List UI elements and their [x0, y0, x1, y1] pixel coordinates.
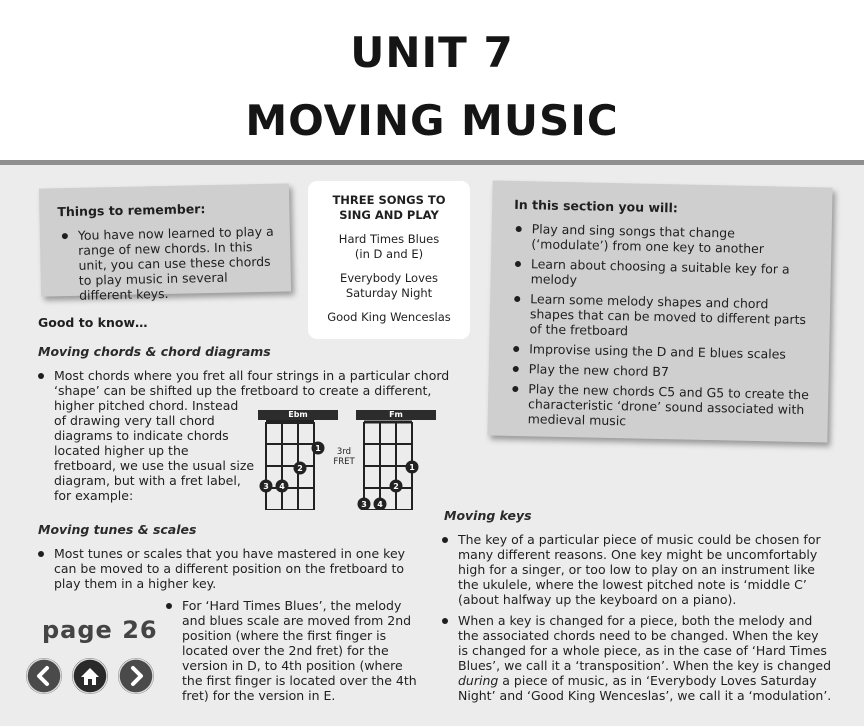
moving-keys-heading: Moving keys — [444, 508, 532, 523]
song-title: Everybody Loves — [340, 271, 438, 285]
list-item: Learn some melody shapes and chord shapes that can be moved to different parts of the fretboard — [511, 291, 812, 342]
svg-text:3: 3 — [263, 482, 269, 491]
list-item: Improvise using the D and E blues scales — [511, 341, 811, 362]
svg-text:3: 3 — [361, 500, 367, 509]
back-arrow-icon — [26, 658, 62, 694]
list-item: Play the new chords C5 and G5 to create the characteristic ‘drone’ sound associated with medieval music — [510, 381, 811, 432]
svg-text:4: 4 — [279, 482, 285, 491]
text-line: located higher up the — [54, 443, 189, 458]
text-line: of drawing very tall chord — [54, 413, 215, 428]
good-to-know-heading: Good to know… — [38, 315, 148, 330]
text-line: diagram, but with a fret label, — [54, 473, 241, 488]
list-item: Play and sing songs that change (‘modulate’) from one key to another — [513, 221, 814, 257]
moving-chords-heading: Moving chords & chord diagrams — [38, 344, 271, 359]
page-header — [0, 0, 864, 160]
unit-title: MOVING MUSIC — [245, 96, 619, 145]
song-title: Good King Wenceslas — [327, 310, 451, 324]
chord-diagram-fm — [356, 410, 436, 510]
svg-text:2: 2 — [393, 482, 399, 491]
in-this-section-heading: In this section you will: — [514, 196, 679, 216]
moving-tunes-heading: Moving tunes & scales — [38, 522, 197, 537]
song-item — [308, 232, 470, 262]
text-span: a piece of music, as in ‘Everybody Loves Saturday Night’ and ‘Good King Wenceslas’, we call it a ‘modulation’. — [458, 673, 832, 703]
things-to-remember-box — [39, 183, 291, 303]
songs-heading-line: SING AND PLAY — [339, 208, 439, 222]
song-title: Hard Times Blues — [338, 232, 440, 246]
text-line: diagrams to indicate chords — [54, 428, 229, 443]
fret-label-line: FRET — [333, 457, 355, 467]
chord-name: Fm — [356, 410, 436, 420]
text-line: higher pitched chord. Instead — [54, 398, 239, 413]
chord-fretboard — [258, 420, 338, 510]
song-item — [308, 310, 470, 325]
svg-text:1: 1 — [315, 444, 321, 453]
list-item: Learn about choosing a suitable key for a melody — [513, 256, 814, 292]
things-to-remember-heading: Things to remember: — [57, 201, 206, 220]
text-line: for example: — [54, 488, 134, 503]
header-divider — [0, 160, 864, 165]
songs-heading — [308, 193, 470, 223]
chord-name: Ebm — [258, 410, 338, 420]
fret-label-line: 3rd — [336, 447, 352, 457]
home-button[interactable] — [72, 658, 108, 694]
list-item: The key of a particular piece of music could be chosen for many different reasons. One key might be uncomfortably high for a singer, or too low to play on an instrument like the ukulele, where the lowest pitched note is ‘middle C’ (about halfway up the keyboard on a piano). — [440, 532, 832, 607]
page-number: page 26 — [42, 616, 158, 644]
fret-label — [332, 447, 356, 467]
forward-button[interactable] — [118, 658, 154, 694]
text-span: When a key is changed for a piece, both the melody and the associated chords need to be changed. When the key is changed for a whole piece, as in the case of ‘Hard Times Blues’, we call it a ‘transposition’. When the key is changed — [458, 613, 832, 673]
song-title: (in D and E) — [354, 247, 424, 261]
svg-text:4: 4 — [377, 500, 383, 509]
list-item: For ‘Hard Times Blues’, the melody and blues scale are moved from 2nd position (where the first finger is located over the 2nd fret) for the version in D, to 4th position (where the first finger is located over the 4th fret) for the version in E. — [164, 598, 426, 703]
song-item — [308, 271, 470, 301]
list-item — [440, 613, 832, 703]
back-button[interactable] — [26, 658, 62, 694]
list-item: Play the new chord B7 — [511, 361, 811, 382]
unit-number: UNIT 7 — [350, 28, 514, 77]
chord-fretboard — [356, 420, 436, 510]
home-icon — [72, 658, 108, 694]
forward-arrow-icon — [118, 658, 154, 694]
songs-box — [308, 181, 470, 339]
list-item: Most tunes or scales that you have mastered in one key can be moved to a different position on the fretboard to play them in a higher key. — [36, 546, 426, 591]
chord-diagram-ebm — [258, 410, 338, 510]
emphasis-text: during — [458, 673, 499, 688]
song-title: Saturday Night — [345, 286, 433, 300]
songs-heading-line: THREE SONGS TO — [332, 193, 446, 207]
svg-text:2: 2 — [297, 464, 303, 473]
text-line: Most chords where you fret all four strings in a particular chord — [54, 368, 450, 383]
text-line: fretboard, we use the usual size — [54, 458, 255, 473]
text-line: ‘shape’ can be shifted up the fretboard to create a different, — [54, 383, 432, 398]
svg-text:1: 1 — [409, 463, 415, 472]
in-this-section-box — [487, 180, 832, 442]
list-item: You have now learned to play a range of new chords. In this unit, you can use these chords to play music in several different keys. — [60, 224, 282, 304]
